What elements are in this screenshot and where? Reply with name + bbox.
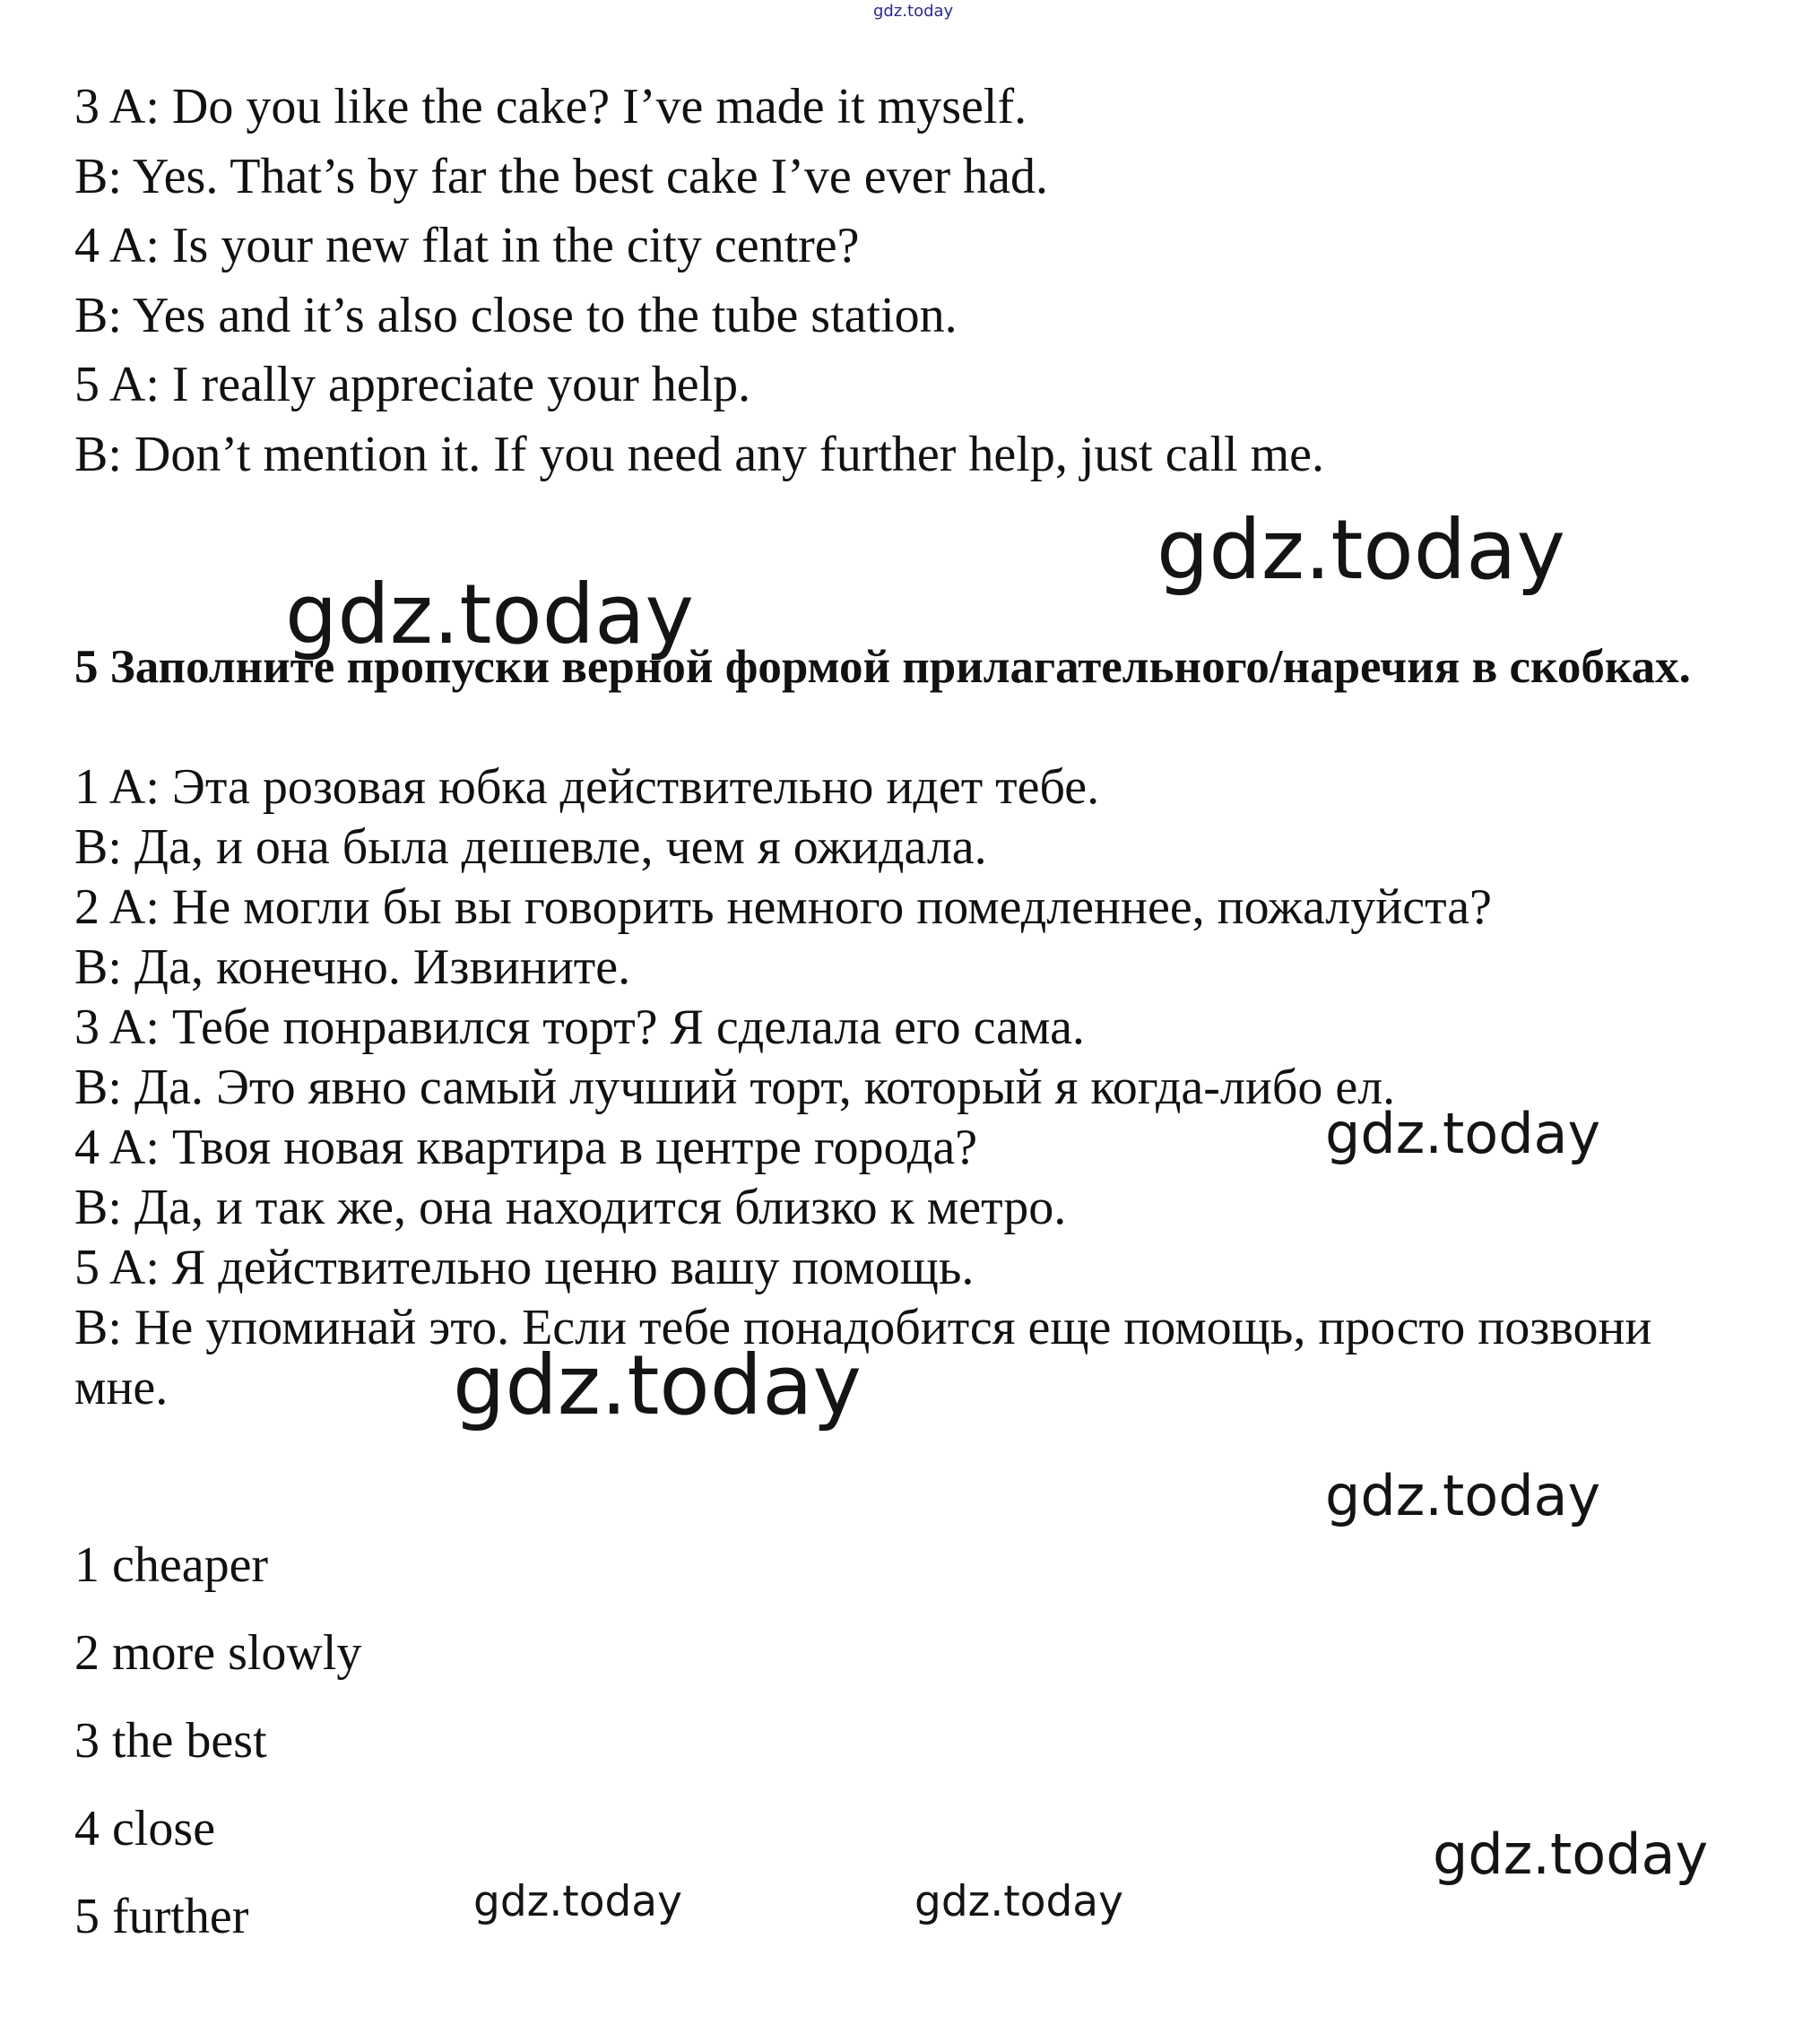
answer-item: 3 the best [74, 1713, 267, 1769]
russian-line: 3 A: Тебе понравился торт? Я сделала его сама. [74, 1000, 1085, 1055]
english-line: B: Yes. That’s by far the best cake I’ve ever had. [74, 149, 1048, 204]
watermark: gdz.today [473, 1877, 682, 1926]
watermark-top: gdz.today [873, 2, 954, 21]
english-line: 3 A: Do you like the cake? I’ve made it myself. [74, 79, 1027, 134]
russian-line: 4 A: Твоя новая квартира в центре города? [74, 1120, 978, 1175]
answer-item: 1 cheaper [74, 1537, 269, 1593]
russian-line: B: Да. Это явно самый лучший торт, который я когда-либо ел. [74, 1060, 1396, 1115]
watermark: gdz.today [453, 1337, 862, 1433]
russian-line: B: Да, и она была дешевле, чем я ожидала. [74, 819, 987, 875]
english-line: B: Yes and it’s also close to the tube station. [74, 288, 958, 343]
answer-item: 4 close [74, 1801, 216, 1856]
english-line: 5 A: I really appreciate your help. [74, 357, 751, 412]
russian-line: B: Да, и так же, она находится близко к метро. [74, 1180, 1067, 1235]
russian-line: B: Не упоминай это. Если тебе понадобится еще помощь, просто позвони [74, 1300, 1652, 1355]
watermark: gdz.today [1325, 1463, 1601, 1528]
russian-line: 5 A: Я действительно ценю вашу помощь. [74, 1240, 975, 1295]
answer-item: 5 further [74, 1889, 249, 1944]
russian-line: B: Да, конечно. Извините. [74, 939, 631, 995]
watermark: gdz.today [914, 1877, 1123, 1926]
answer-item: 2 more slowly [74, 1625, 362, 1681]
russian-line: 2 A: Не могли бы вы говорить немного помедленнее, пожалуйста? [74, 879, 1492, 935]
russian-line: мне. [74, 1360, 169, 1415]
watermark: gdz.today [285, 567, 694, 662]
russian-line: 1 A: Эта розовая юбка действительно идет тебе. [74, 759, 1100, 815]
english-line: B: Don’t mention it. If you need any further help, just call me. [74, 427, 1324, 482]
exercise-heading: 5 Заполните пропуски верной формой прилагательного/наречия в скобках. [74, 641, 1691, 693]
watermark: gdz.today [1157, 502, 1565, 598]
english-line: 4 A: Is your new flat in the city centre? [74, 218, 860, 273]
watermark: gdz.today [1325, 1101, 1601, 1166]
watermark: gdz.today [1433, 1822, 1709, 1887]
